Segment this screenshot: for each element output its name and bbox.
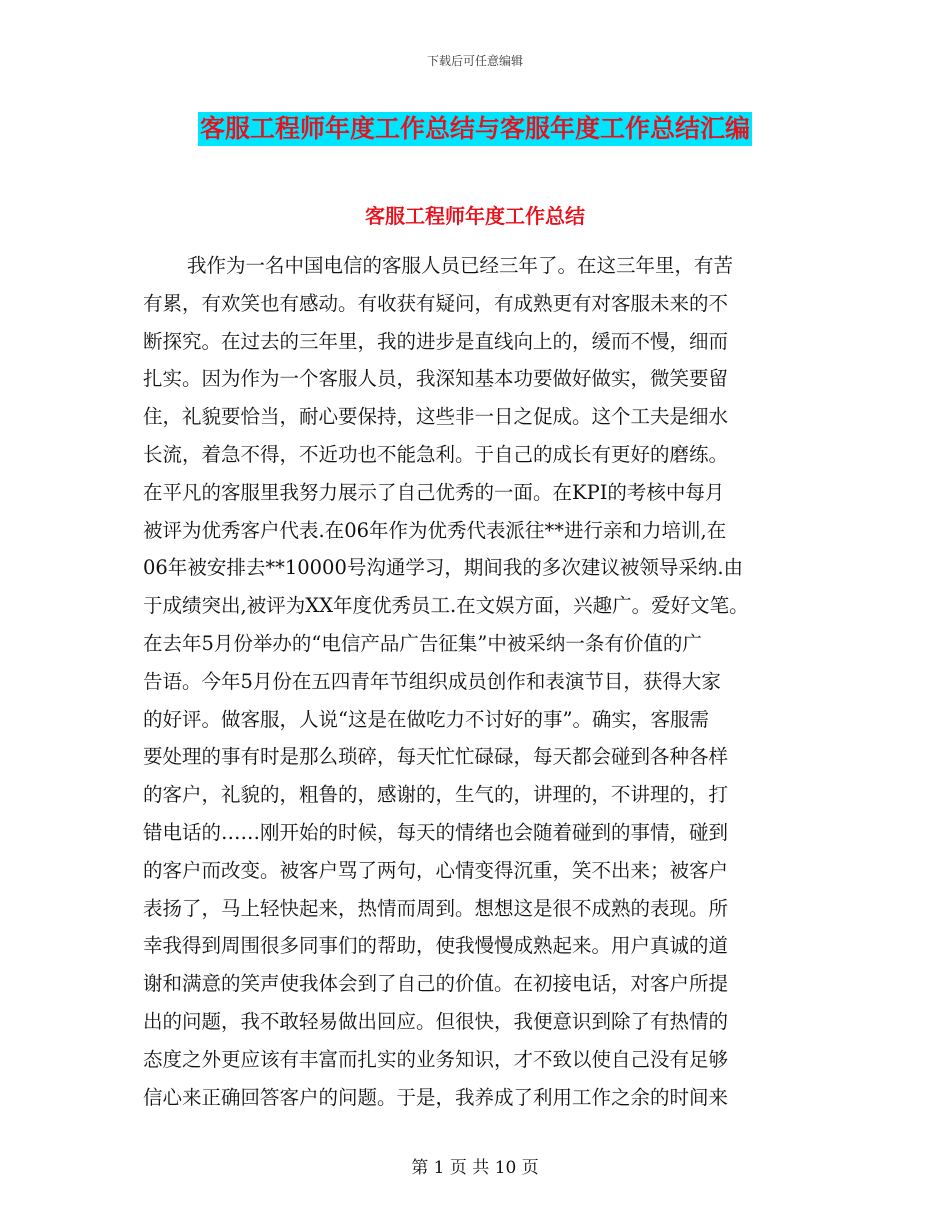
body-line: 的客户，礼貌的，粗鲁的，感谢的，生气的，讲理的，不讲理的，打 <box>143 783 729 807</box>
body-line: 住，礼貌要恰当，耐心要保持，这些非一日之促成。这个工夫是细水 <box>143 405 729 429</box>
body-text <box>143 247 803 1116</box>
body-line: 表扬了，马上轻快起来，热情而周到。想想这是很不成熟的表现。所 <box>143 896 729 920</box>
body-line: 长流，着急不得，不近功也不能急利。于自己的成长有更好的磨练。 <box>143 442 729 466</box>
body-line: 在去年5月份举办的“电信产品广告征集”中被采纳一条有价值的广 <box>143 631 702 655</box>
body-line: 出的问题，我不敢轻易做出回应。但很快，我便意识到除了有热情的 <box>143 1009 729 1033</box>
body-line: 信心来正确回答客户的问题。于是，我养成了利用工作之余的时间来 <box>143 1085 729 1109</box>
body-line: 幸我得到周围很多同事们的帮助，使我慢慢成熟起来。用户真诚的道 <box>143 934 729 958</box>
main-title: 客服工程师年度工作总结与客服年度工作总结汇编 <box>198 112 752 146</box>
body-line: 我作为一名中国电信的客服人员已经三年了。在这三年里，有苦 <box>187 254 734 277</box>
page-number-footer: 第 1 页 共 10 页 <box>411 1158 539 1178</box>
body-line: 谢和满意的笑声使我体会到了自己的价值。在初接电话，对客户所提 <box>143 972 729 996</box>
body-line: 有累，有欢笑也有感动。有收获有疑问，有成熟更有对客服未来的不 <box>143 291 729 315</box>
body-line: 扎实。因为作为一个客服人员，我深知基本功要做好做实，微笑要留 <box>143 367 729 391</box>
section-title: 客服工程师年度工作总结 <box>365 204 585 228</box>
body-line: 告语。今年5月份在五四青年节组织成员创作和表演节目，获得大家 <box>143 669 721 693</box>
main-title-container <box>0 112 950 146</box>
body-line: 的好评。做客服，人说“这是在做吃力不讨好的事”。确实，客服需 <box>143 707 709 731</box>
body-line: 06年被安排去**10000号沟通学习，期间我的多次建议被领导采纳.由 <box>143 556 744 580</box>
body-line: 被评为优秀客户代表.在06年作为优秀代表派往**进行亲和力培训,在 <box>143 518 727 542</box>
page-header-note: 下载后可任意编辑 <box>426 54 523 68</box>
body-line: 态度之外更应该有丰富而扎实的业务知识，才不致以使自己没有足够 <box>143 1047 729 1071</box>
body-line: 在平凡的客服里我努力展示了自己优秀的一面。在KPI的考核中每月 <box>143 480 725 504</box>
body-line: 于成绩突出,被评为XX年度优秀员工.在文娱方面，兴趣广。爱好文笔。 <box>143 594 749 618</box>
body-line: 要处理的事有时是那么琐碎，每天忙忙碌碌，每天都会碰到各种各样 <box>143 745 729 769</box>
body-line: 断探究。在过去的三年里，我的进步是直线向上的，缓而不慢，细而 <box>143 329 729 353</box>
body-line: 错电话的……刚开始的时候，每天的情绪也会随着碰到的事情，碰到 <box>143 820 729 844</box>
body-line: 的客户而改变。被客户骂了两句，心情变得沉重，笑不出来；被客户 <box>143 858 729 882</box>
